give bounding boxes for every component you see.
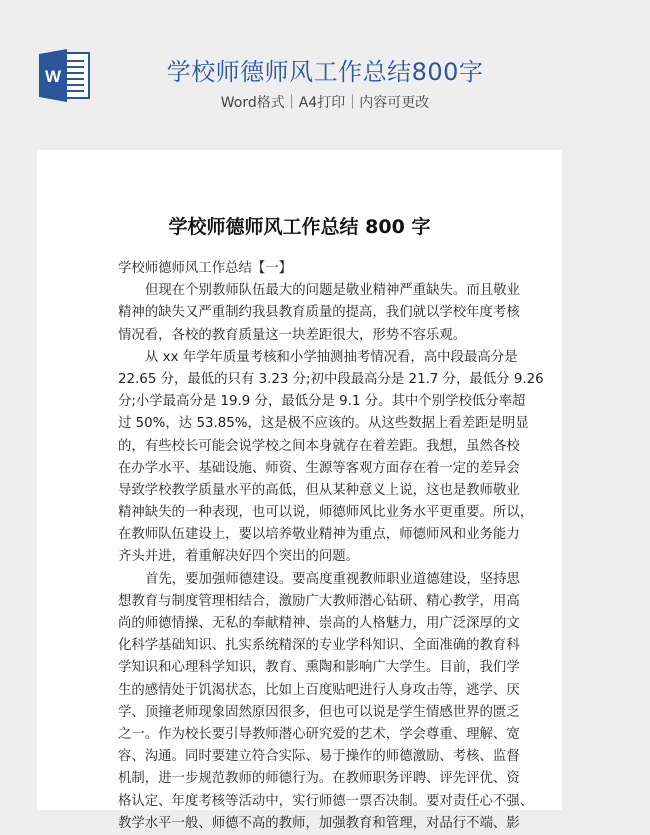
document-text-line: 生的感情处于饥渴状态，比如上百度贴吧进行人身攻击等，逃学、厌 <box>118 682 520 698</box>
document-text-line: 学知识和心理科学知识，教育、熏陶和影响广大学生。目前，我们学 <box>118 660 520 676</box>
document-text-line: 在教师队伍建设上，要以培养敬业精神为重点，师德师风和业务能力 <box>118 527 520 543</box>
document-text-line: 学校师德师风工作总结【一】 <box>118 261 293 276</box>
document-text-line: 在办学水平、基础设施、师资、生源等客观方面存在着一定的差异会 <box>118 460 520 476</box>
document-text-line: 尚的师德情操、无私的奉献精神、崇高的人格魅力，用广泛深厚的文 <box>118 616 520 631</box>
document-text-line: 过 50%，达 53.85%，这是极不应该的。从这些数据上看差距是明显 <box>118 416 529 432</box>
document-text-line: 学、顶撞老师现象固然原因很多，但也可以说是学生情感世界的匮乏 <box>118 704 520 720</box>
document-text-line: 想教育与制度管理相结合，激励广大教师潜心钻研、精心教学，用高 <box>118 593 520 609</box>
document-text-line: 情况看，各校的教育质量这一块差距很大，形势不容乐观。 <box>118 327 467 343</box>
document-text-line: 从 xx 年学年质量考核和小学抽测抽考情况看，高中段最高分是 <box>145 349 518 365</box>
document-body <box>118 258 544 835</box>
document-text-line: 首先，要加强师德建设。要高度重视教师职业道德建设，坚持思 <box>145 571 520 587</box>
banner-subtitle: Word格式｜A4打印｜内容可更改 <box>220 95 430 111</box>
document-text-line: 之一。作为校长要引导教师潜心研究爱的艺术，学会尊重、理解、宽 <box>118 726 520 742</box>
document-text-line: 齐头并进，着重解决好四个突出的问题。 <box>118 549 360 565</box>
document-text-line: 导致学校教学质量水平的高低，但从某种意义上说，这也是教师敬业 <box>118 482 520 498</box>
document-text-line: 精神的缺失又严重制约我县教育质量的提高，我们就以学校年度考核 <box>118 305 520 321</box>
document-text-line: 化科学基础知识、扎实系统精深的专业学科知识、全面准确的教育科 <box>118 638 520 654</box>
document-text-line: 格认定、年度考核等活动中，实行师德一票否决制。要对责任心不强、 <box>118 793 534 809</box>
document-text-line: 分;小学最高分是 19.9 分，最低分是 9.1 分。其中个别学校低分率超 <box>118 394 526 410</box>
document-title: 学校师德师风工作总结 800 字 <box>168 216 431 238</box>
document-text-line: 机制，进一步规范教师的师德行为。在教师职务评聘、评先评优、资 <box>118 771 520 787</box>
document-text-line: 教学水平一般、师德不高的教师，加强教育和管理，对品行不端、影 <box>118 815 520 831</box>
banner-title: 学校师德师风工作总结800字 <box>166 58 484 86</box>
word-icon-letter: W <box>44 67 62 86</box>
document-text-line: 但现在个别教师队伍最大的问题是敬业精神严重缺失。而且敬业 <box>145 283 520 299</box>
document-text-line: 容、沟通。同时要建立符合实际、易于操作的师德激励、考核、监督 <box>118 749 520 765</box>
document-text-line: 的，有些校长可能会说学校之间本身就存在着差距。我想，虽然各校 <box>118 438 520 454</box>
document-text-line: 精神缺失的一种表现，也可以说，师德师风比业务水平更重要。所以， <box>118 505 534 521</box>
document-page <box>37 150 562 831</box>
document-text-line: 22.65 分，最低的只有 3.23 分;初中段最高分是 21.7 分，最低分 9.26 <box>118 371 544 387</box>
